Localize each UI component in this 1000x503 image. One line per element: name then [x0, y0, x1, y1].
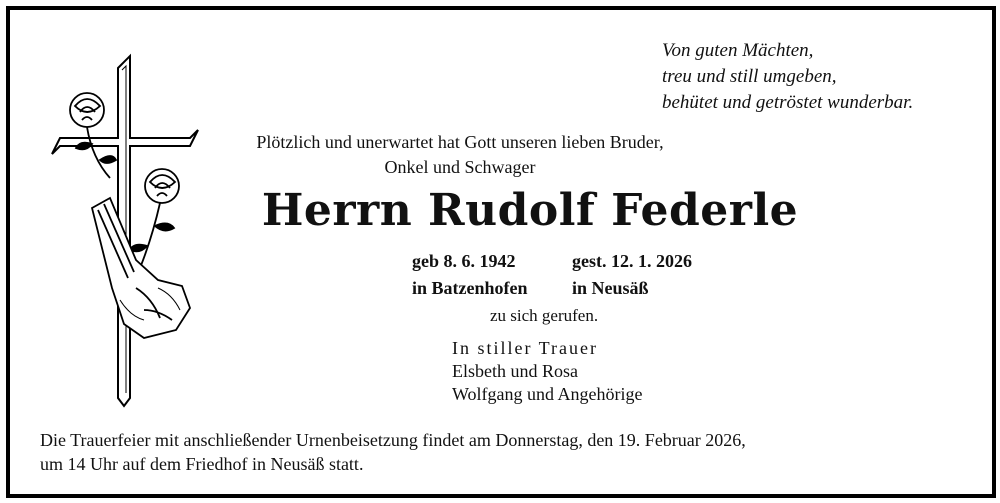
- cross-roses-praying-hands-illustration: [40, 48, 210, 408]
- obituary-notice: [6, 6, 996, 498]
- death-date: gest. 12. 1. 2026: [572, 251, 692, 271]
- service-line-2: um 14 Uhr auf dem Friedhof in Neusäß statt.: [40, 454, 364, 474]
- rose-icon: [70, 93, 116, 178]
- deceased-name: Herrn Rudolf Federle: [261, 185, 799, 236]
- mourners-heading: In stiller Trauer: [452, 338, 598, 358]
- quote-line: behütet und getröstet wunderbar.: [662, 92, 914, 113]
- service-information: [40, 428, 940, 476]
- rose-icon: [130, 169, 179, 268]
- mourner-names: Wolfgang und Angehörige: [452, 384, 643, 404]
- intro-line-2: Onkel und Schwager: [384, 157, 536, 177]
- birth-place: in Batzenhofen: [412, 278, 528, 298]
- called-home-text: zu sich gerufen.: [490, 306, 599, 325]
- intro-text: [230, 130, 690, 180]
- mourner-names: Elsbeth und Rosa: [452, 361, 578, 381]
- quote-line: Von guten Mächten,: [662, 40, 814, 61]
- mourners-block: [452, 337, 643, 406]
- quote-verse: [662, 38, 982, 116]
- life-dates: [390, 248, 710, 302]
- praying-hands-icon: [92, 198, 190, 338]
- birth-date: geb 8. 6. 1942: [412, 251, 516, 271]
- quote-line: treu und still umgeben,: [662, 66, 837, 87]
- death-place: in Neusäß: [572, 278, 649, 298]
- intro-line-1: Plötzlich und unerwartet hat Gott unseren lieben Bruder,: [256, 132, 664, 152]
- service-line-1: Die Trauerfeier mit anschließender Urnenbeisetzung findet am Donnerstag, den 19. Februar 2026,: [40, 430, 746, 450]
